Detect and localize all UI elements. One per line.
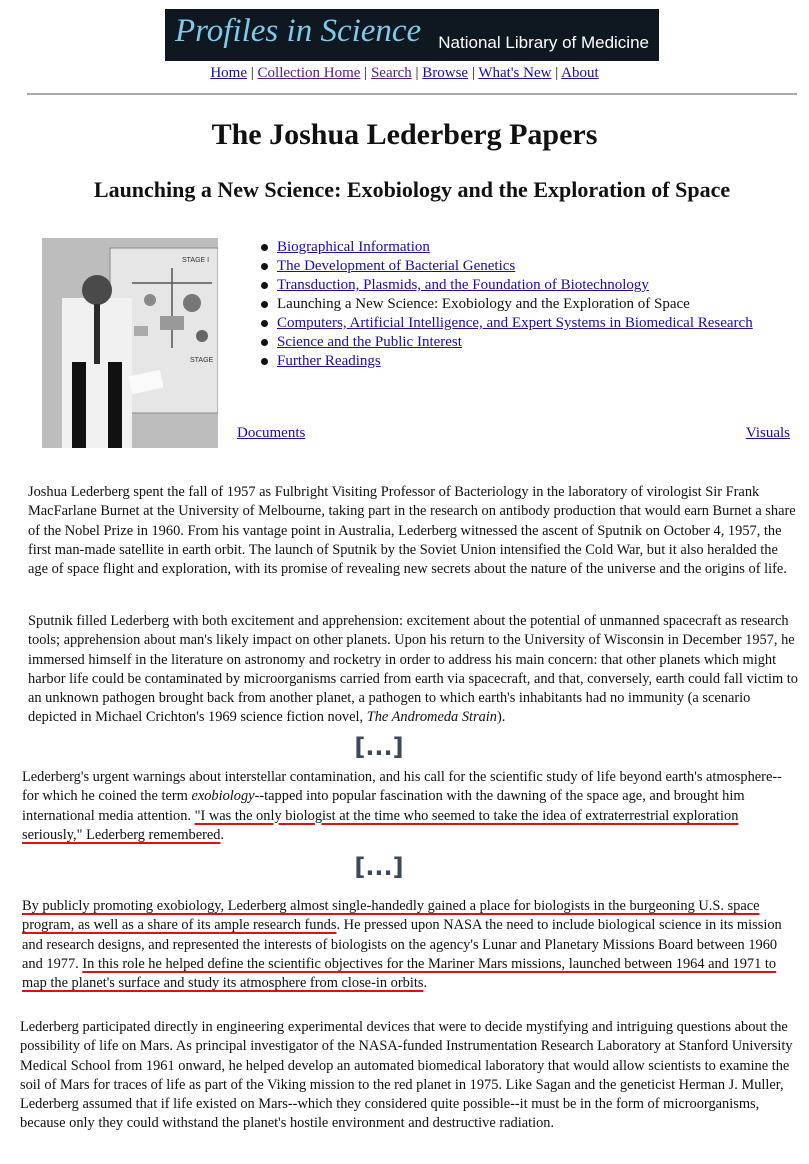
toc-link[interactable]: Further Readings xyxy=(277,353,381,369)
toc-current-label: Launching a New Science: Exobiology and the Exploration of Space xyxy=(277,296,690,312)
lederberg-photo xyxy=(42,238,218,448)
toc-link[interactable]: Transduction, Plasmids, and the Foundation of Biotechnology xyxy=(277,277,649,293)
nav-separator: | xyxy=(250,65,254,81)
omission-marker: [...] xyxy=(354,853,404,881)
toc-link[interactable]: The Development of Bacterial Genetics xyxy=(277,258,516,274)
nav-separator: | xyxy=(471,65,475,81)
highlighted-quote: "I was the only biologist at the time who seemed to take the idea of extraterrestrial exploration seriously," Lederberg remembered xyxy=(22,807,739,843)
banner-title: Profiles in Science xyxy=(175,13,422,49)
toc-item-bacterial-genetics xyxy=(258,257,753,276)
toc-item-transduction-plasmids xyxy=(258,276,753,295)
paragraph-1: Joshua Lederberg spent the fall of 1957 as Fulbright Visiting Professor of Bacteriology in the laboratory of virologist Sir Frank MacFarlane Burnet at the University of Melbourne, taking part in the research on antibody production that would earn Burnet a share of the Nobel Prize in 1960. From his vantage point in Australia, Lederberg witnessed the ascent of Sputnik on October 4, 1957, the first man-made satellite in earth orbit. The launch of Sputnik by the Soviet Union intensified the Cold War, but it also heralded the age of space flight and exploration, with its promise of revealing new secrets about the nature of the universe and the origins of life. xyxy=(28,484,796,578)
highlighted-sentence: In this role he helped define the scientific objectives for the Mariner Mars missions, launched between 1964 and 1971 to map the planet's surface and study its atmosphere from close-in orbits xyxy=(22,955,777,992)
page-title: The Joshua Lederberg Papers xyxy=(211,118,598,151)
term-exobiology: exobiology xyxy=(191,788,255,805)
page-subtitle: Launching a New Science: Exobiology and the Exploration of Space xyxy=(93,177,731,202)
paragraph-2-text: Sputnik filled Lederberg with both excitement and apprehension: excitement about the potential of unmanned spacecraft as research tools; apprehension about man's likely impact on other planets. Upon his return to the University of Wisconsin in December 1957, he immersed himself in the literature on astronomy and rocketry in order to address his main concern: that other planets which might harbor life could be contaminated by microorganisms carried from earth via spacecraft, and that, conversely, earth could fall victim to an unknown pathogen brought back from another planet, a pathogen to which earth's inhabitants had no immunity (a scenario depicted in Michael Crichton's 1969 science fiction novel, xyxy=(28,613,799,726)
toc-link[interactable]: Computers, Artificial Intelligence, and Expert Systems in Biomedical Research xyxy=(277,315,753,331)
visuals-link[interactable]: Visuals xyxy=(745,425,790,441)
omission-marker: [...] xyxy=(354,733,404,761)
site-banner[interactable] xyxy=(165,9,659,61)
highlighted-sentence: By publicly promoting exobiology, Lederberg almost single-handedly gained a place for biologists in the burgeoning U.S. space program, as well as a share of its ample research funds xyxy=(22,898,760,934)
toc-link[interactable]: Science and the Public Interest xyxy=(277,334,462,350)
nav-about-link[interactable]: About xyxy=(561,65,599,81)
paragraph-4-text: . He pressed upon NASA the need to include biological science in its mission and research designs, and represented the interests of biologists on the agency's Lunar and Planetary Missions Board between 1960 and 1977. xyxy=(22,917,782,972)
photo-stage-top-label: STAGE I xyxy=(182,257,210,264)
nav-separator: | xyxy=(364,65,368,81)
horizontal-divider xyxy=(27,93,797,95)
toc-item-computers-ai xyxy=(258,314,753,333)
paragraph-4 xyxy=(22,897,798,993)
nav-home-link[interactable]: Home xyxy=(210,65,247,81)
section-list xyxy=(258,238,753,371)
paragraph-3-text-cont: --tapped into popular fascination with the dawning of the space age, and brought him international media attention. xyxy=(22,788,745,824)
paragraph-3-end: . xyxy=(220,826,225,843)
nav-browse-link[interactable]: Browse xyxy=(422,65,469,81)
toc-item-science-public-interest xyxy=(258,333,753,352)
nav-separator: | xyxy=(555,65,559,81)
banner-subtitle: National Library of Medicine xyxy=(438,33,649,52)
toc-item-further-readings xyxy=(258,352,753,371)
nav-separator: | xyxy=(415,65,419,81)
paragraph-3-text: Lederberg's urgent warnings about interstellar contamination, and his call for the scientific study of life beyond earth's atmosphere--for which he coined the term xyxy=(22,769,782,805)
toc-item-biographical-information xyxy=(258,238,753,257)
paragraph-3 xyxy=(22,768,798,845)
lederberg-photo-illustration xyxy=(42,238,218,448)
nav-whats-new-link[interactable]: What's New xyxy=(478,65,552,81)
paragraph-2-end: ). xyxy=(497,709,506,726)
paragraph-2 xyxy=(28,612,798,728)
book-title: The Andromeda Strain xyxy=(366,709,498,726)
toc-link[interactable]: Biographical Information xyxy=(277,239,430,255)
photo-stage-bottom-label: STAGE xyxy=(190,357,214,364)
top-navigation xyxy=(0,65,809,82)
nav-collection-home-link[interactable]: Collection Home xyxy=(257,65,361,81)
documents-link[interactable]: Documents xyxy=(237,425,306,441)
paragraph-4-end: . xyxy=(423,975,428,992)
paragraph-5: Lederberg participated directly in engineering experimental devices that were to decide mystifying and intriguing questions about the possibility of life on Mars. As principal investigator of the NASA-funded Instrumentation Research Laboratory at Stanford University Medical School from 1961 onward, he helped develop an automated biomedical laboratory that would allow scientists to examine the soil of Mars for traces of life as part of the Viking mission to the red planet in 1975. Like Sagan and the geneticist Herman J. Muller, Lederberg assumed that if life existed on Mars--which they considered quite possible--it must be in the form of microorganisms, because only they could withstand the planet's hostile environment and destructive radiation. xyxy=(20,1019,793,1132)
nav-search-link[interactable]: Search xyxy=(370,65,412,81)
toc-item-current-exobiology xyxy=(258,295,753,314)
